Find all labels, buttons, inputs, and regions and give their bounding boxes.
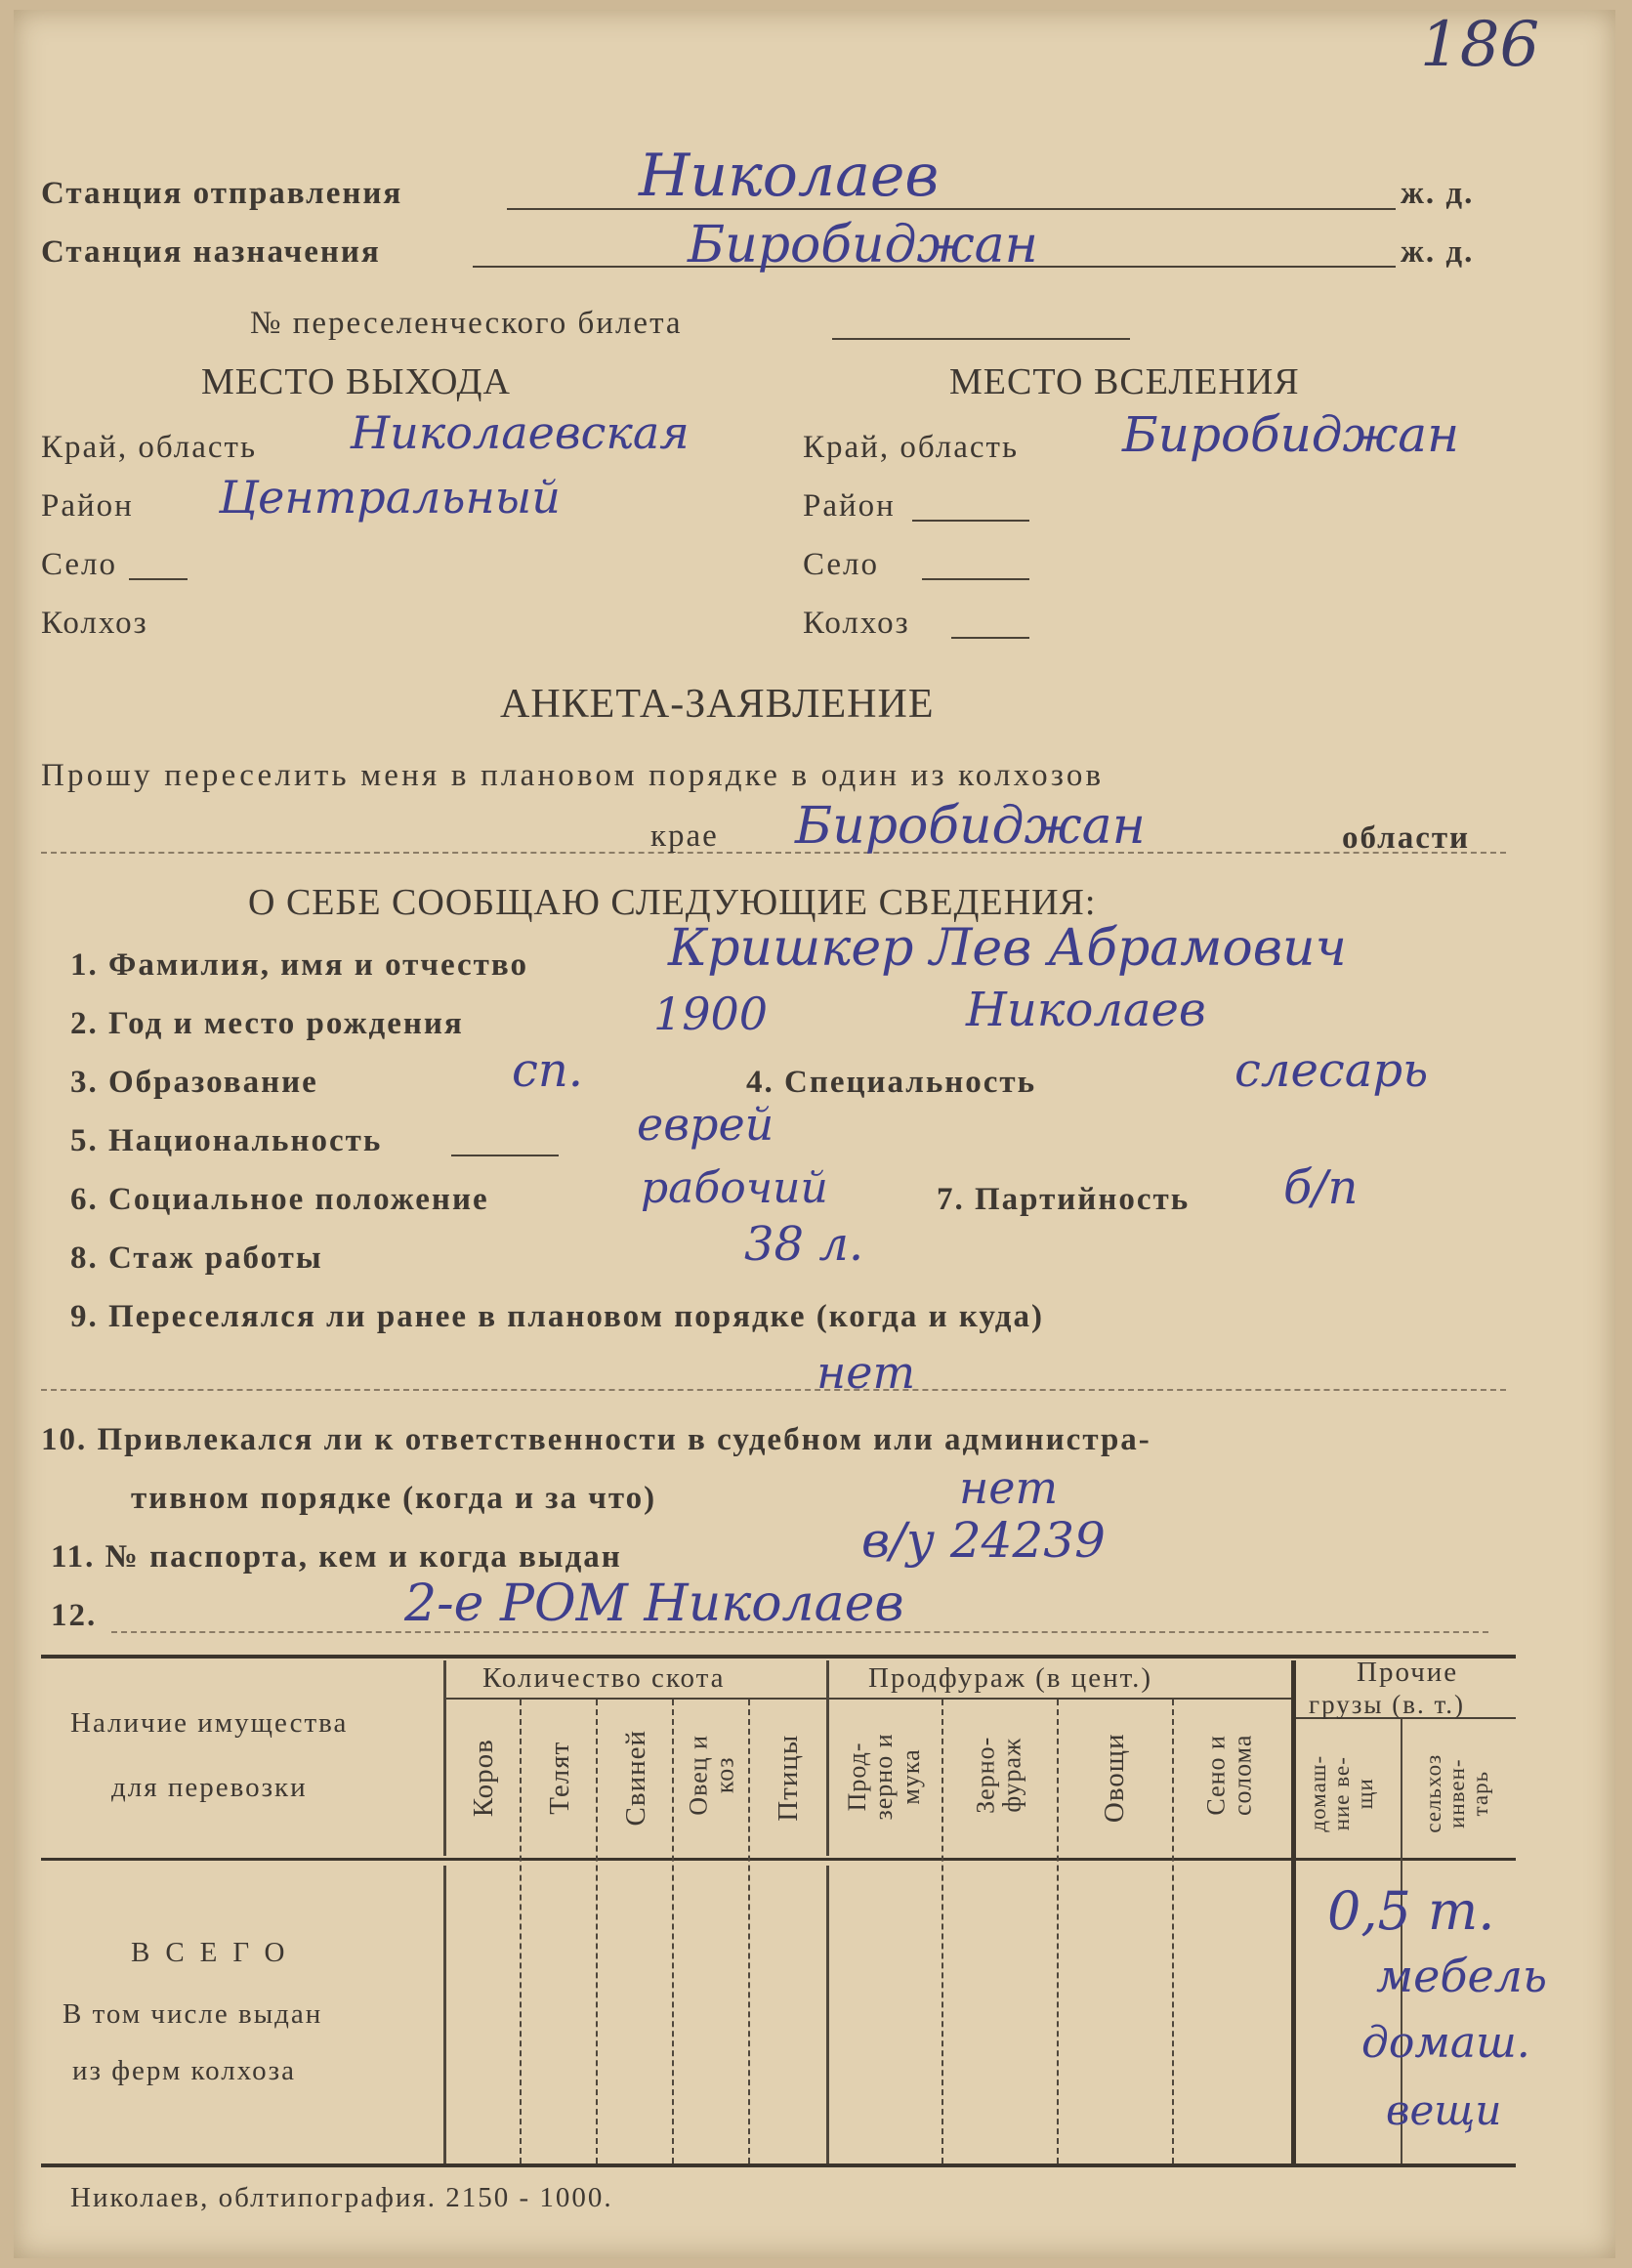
q5-label: 5. Национальность [70, 1123, 383, 1158]
q10-label-2: тивном порядке (когда и за что) [131, 1481, 657, 1516]
q11-value[interactable]: в/у 24239 [861, 1512, 1106, 1569]
origin-village-label: Село [41, 547, 118, 582]
info-heading: О СЕБЕ СООБЩАЮ СЛЕДУЮЩИЕ СВЕДЕНИЯ: [248, 882, 1097, 923]
destination-district-label: Район [803, 488, 896, 524]
q2-year[interactable]: 1900 [653, 987, 769, 1040]
table-top-rule [41, 1655, 1516, 1659]
krai-value[interactable]: Биробиджан [795, 797, 1146, 856]
col-grain: Прод- зерно и мука [843, 1733, 925, 1821]
q12-label: 12. [51, 1598, 98, 1633]
destination-kolkhoz-label: Колхоз [803, 606, 910, 641]
destination-station-label: Станция назначения [41, 234, 381, 270]
printer-imprint: Николаев, облтипография. 2150 - 1000. [70, 2182, 613, 2213]
departure-station-label: Станция отправления [41, 176, 403, 211]
table-total-label: ВСЕГО [131, 1937, 301, 1968]
table-issued-1: В том числе выдан [63, 1998, 323, 2030]
group-other-2: грузы (в. т.) [1309, 1690, 1466, 1719]
q2-label: 2. Год и место рождения [70, 1006, 464, 1041]
q3-value[interactable]: сп. [512, 1043, 584, 1098]
col-veg: Овощи [1098, 1733, 1130, 1824]
q1-value[interactable]: Кришкер Лев Абрамович [668, 919, 1347, 978]
group-feed: Продфураж (в цент.) [868, 1662, 1152, 1694]
q2-place[interactable]: Николаев [966, 983, 1206, 1037]
krai-label: крае [650, 819, 719, 854]
ticket-number-label: № переселенческого билета [250, 306, 683, 341]
q10-label-1: 10. Привлекался ли к ответственности в судебном или администра- [41, 1422, 1151, 1457]
origin-region-value[interactable]: Николаевская [351, 406, 690, 459]
col-household: домаш- ние ве- щи [1305, 1754, 1378, 1832]
departure-station-value[interactable]: Николаев [639, 142, 940, 210]
group-other-1: Прочие [1357, 1657, 1459, 1688]
table-issued-2: из ферм колхоза [72, 2055, 296, 2086]
q10-value[interactable]: нет [959, 1461, 1059, 1514]
col-pigs: Свиней [619, 1729, 651, 1827]
col-fodder: Зерно- фураж [971, 1736, 1026, 1814]
form-title: АНКЕТА-ЗАЯВЛЕНИЕ [500, 682, 935, 727]
sheet-number: 186 [1420, 9, 1540, 81]
cargo-line-1[interactable]: 0,5 т. [1327, 1880, 1495, 1942]
origin-heading: МЕСТО ВЫХОДА [201, 361, 511, 402]
q9-value[interactable]: нет [816, 1346, 916, 1399]
group-livestock: Количество скота [482, 1662, 726, 1694]
q9-label: 9. Переселялся ли ранее в плановом порядке (когда и куда) [70, 1299, 1044, 1334]
destination-heading: МЕСТО ВСЕЛЕНИЯ [949, 361, 1300, 402]
q3-label: 3. Образование [70, 1065, 318, 1100]
origin-region-label: Край, область [41, 430, 258, 465]
table-row-header-2: для перевозки [111, 1772, 308, 1803]
col-cows: Коров [467, 1739, 499, 1818]
q8-label: 8. Стаж работы [70, 1240, 323, 1276]
table-row-header-1: Наличие имущества [70, 1707, 349, 1739]
q5-value[interactable]: еврей [637, 1098, 774, 1151]
origin-district-label: Район [41, 488, 134, 524]
origin-district-value[interactable]: Центральный [219, 471, 561, 524]
col-birds: Птицы [772, 1734, 804, 1822]
col-sheep: Овец и коз [684, 1734, 739, 1816]
q11-label: 11. № паспорта, кем и когда выдан [51, 1539, 622, 1575]
col-hay: Сено и солома [1201, 1734, 1257, 1817]
questionnaire-sheet [14, 10, 1615, 2258]
q1-label: 1. Фамилия, имя и отчество [70, 947, 528, 983]
q12-value[interactable]: 2-е РОМ Николаев [404, 1575, 904, 1633]
q7-value[interactable]: б/п [1283, 1160, 1359, 1215]
destination-village-label: Село [803, 547, 880, 582]
destination-region-label: Край, область [803, 430, 1020, 465]
q4-value[interactable]: слесарь [1234, 1043, 1429, 1098]
q8-value[interactable]: 38 л. [744, 1217, 864, 1272]
q4-label: 4. Специальность [746, 1065, 1037, 1100]
col-farm-tools: сельхоз инвен- тарь [1420, 1753, 1493, 1833]
rail-suffix-2: ж. д. [1401, 234, 1475, 270]
rail-suffix-1: ж. д. [1401, 176, 1475, 211]
col-calves: Телят [543, 1741, 575, 1815]
cargo-line-2[interactable]: мебель [1376, 1950, 1547, 2002]
origin-kolkhoz-label: Колхоз [41, 606, 148, 641]
destination-region-value[interactable]: Биробиджан [1122, 406, 1460, 463]
q7-label: 7. Партийность [937, 1182, 1191, 1217]
q6-label: 6. Социальное положение [70, 1182, 489, 1217]
oblast-label: области [1342, 820, 1471, 856]
cargo-line-3[interactable]: домаш. [1361, 2018, 1530, 2068]
destination-station-value[interactable]: Биробиджан [688, 216, 1038, 274]
cargo-line-4[interactable]: вещи [1386, 2086, 1502, 2134]
request-text: Прошу переселить меня в плановом порядке в один из колхозов [41, 758, 1105, 793]
q6-value[interactable]: рабочий [641, 1163, 828, 1213]
